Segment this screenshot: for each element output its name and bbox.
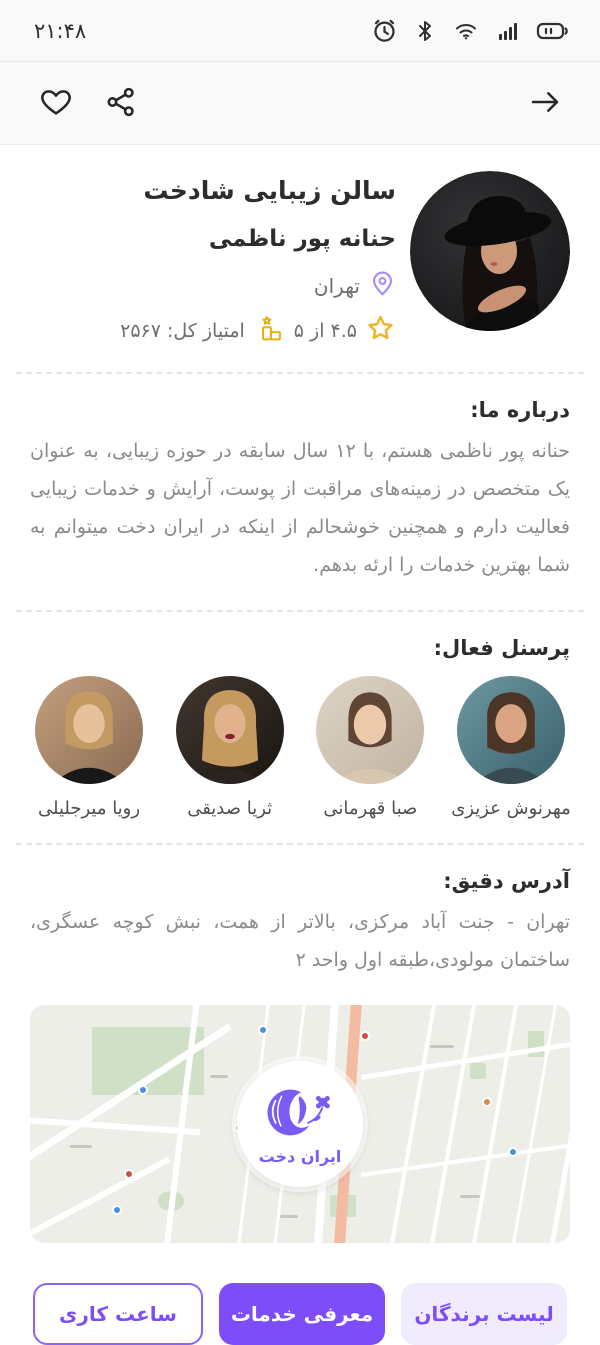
favorite-button[interactable] [38, 85, 74, 122]
share-button[interactable] [104, 85, 138, 122]
podium-icon [257, 314, 286, 347]
staff-member [30, 676, 148, 819]
address-section [0, 845, 600, 979]
salon-profile [0, 145, 600, 372]
about-heading: درباره ما: [470, 398, 570, 423]
services-button[interactable]: معرفی خدمات [219, 1283, 385, 1345]
winners-list-button[interactable]: لیست برندگان [401, 1283, 567, 1345]
salon-owner-photo [410, 171, 570, 331]
total-score-label: امتیاز کل: ۲۵۶۷ [120, 319, 245, 342]
staff-avatar [316, 676, 424, 784]
salon-name: سالن زیبایی شادخت [143, 176, 396, 205]
about-section [0, 374, 600, 610]
star-icon [365, 313, 396, 348]
address-heading: آدرس دقیق: [443, 869, 570, 894]
staff-avatar [176, 676, 284, 784]
about-body: حنانه پور ناظمی هستم، با ۱۲ سال سابقه در حوزه زیبایی، به عنوان یک متخصص در زمینه‌های مراقبت از پوست، آرایش و خدمات زیبایی فعالیت دارم و همچنین خوشحالم از اینکه در ایران دخت میتوانم به شما بهترین خدمات را ارئه بدهم. [30, 440, 571, 577]
location-map[interactable] [30, 1005, 570, 1243]
iran-dokht-logo-text: ایران دخت [258, 1146, 342, 1166]
staff-name: رویا میرجلیلی [37, 798, 141, 820]
location-row [30, 270, 396, 301]
page-header [0, 62, 600, 145]
rating-value: ۴.۵ از ۵ [293, 319, 357, 342]
alarm-icon [371, 17, 398, 44]
iran-dokht-emblem-icon [259, 1083, 341, 1149]
rating-row [30, 313, 396, 348]
staff-name: صبا قهرمانی [323, 798, 418, 820]
staff-avatar [35, 676, 143, 784]
city-label: تهران [313, 273, 360, 298]
address-body: تهران - جنت آباد مرکزی، بالاتر از همت، نبش کوچه عسگری، ساختمان مولودی،طبقه اول واحد ۲ [30, 911, 570, 972]
staff-name: مهرنوش عزیزی [451, 798, 571, 820]
signal-icon [495, 19, 521, 43]
battery-icon [536, 19, 570, 43]
share-icon [104, 85, 138, 122]
arrow-right-icon [526, 86, 564, 121]
clock-time: ۲۱:۴۸ [34, 18, 87, 43]
status-bar [0, 0, 600, 62]
staff-name: ثریا صدیقی [187, 798, 273, 820]
staff-member [452, 676, 570, 819]
staff-member [171, 676, 289, 819]
action-buttons [33, 1283, 567, 1345]
salon-info [30, 171, 396, 348]
staff-member [311, 676, 429, 819]
header-left-group [38, 85, 138, 122]
staff-avatar [457, 676, 565, 784]
location-pin-icon [369, 270, 396, 301]
staff-row [30, 676, 570, 819]
personnel-heading: پرسنل فعال: [433, 636, 570, 661]
personnel-section [0, 612, 600, 843]
owner-name: حنانه پور ناظمی [208, 226, 396, 253]
iran-dokht-logo [237, 1061, 363, 1187]
working-hours-button[interactable]: ساعت کاری [33, 1283, 203, 1345]
back-button[interactable] [526, 86, 564, 121]
heart-icon [38, 85, 74, 122]
status-icons [371, 17, 570, 44]
bluetooth-icon [413, 18, 437, 44]
wifi-icon [452, 19, 480, 43]
